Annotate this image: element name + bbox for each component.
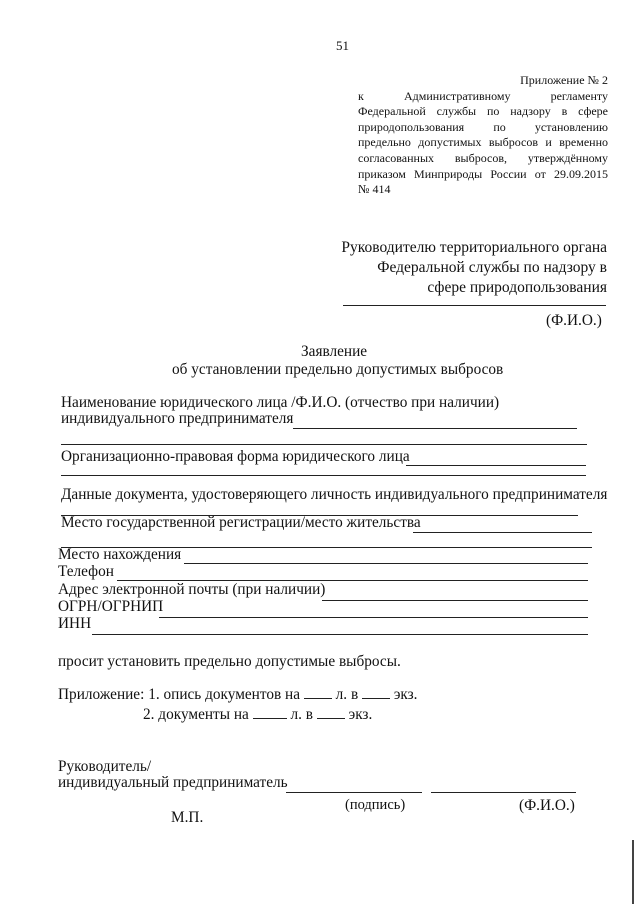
field-name-input[interactable] (293, 428, 577, 429)
attachments-line-2 (143, 705, 372, 724)
field-org-form-input[interactable] (406, 465, 586, 466)
field-label-org-form: Организационно-правовая форма юридического лица (61, 448, 410, 465)
field-label-ogrn: ОГРН/ОГРНИП (58, 598, 164, 615)
addressee-fio-line (343, 305, 606, 306)
signature-caption: (подпись) (345, 797, 406, 813)
field-label-name-2: индивидуального предпринимателя (61, 410, 294, 427)
page-number: 51 (336, 38, 349, 53)
appendix-line: предельно допустимых выбросов и временно (358, 135, 608, 150)
field-ogrn-input[interactable] (159, 617, 588, 618)
appendix-block (358, 73, 608, 198)
field-label-email: Адрес электронной почты (при наличии) (58, 581, 326, 598)
field-label-registration: Место государственной регистрации/место жительства (61, 514, 421, 531)
statement-title: Заявление (301, 343, 368, 360)
appendix-line: приказом Минприроды России от 29.09.2015 (358, 166, 608, 181)
signature-role-2: индивидуальный предприниматель (58, 774, 288, 791)
attachment-2-copies-input[interactable] (317, 705, 345, 719)
addressee-line: Руководителю территориального органа (341, 239, 607, 256)
field-location-input[interactable] (184, 563, 588, 564)
addressee-line: сфере природопользования (427, 279, 607, 296)
attachment-1-pages-input[interactable] (304, 685, 332, 699)
field-label-location: Место нахождения (58, 546, 182, 563)
stamp-placeholder: М.П. (171, 809, 204, 826)
field-org-form-input-2[interactable] (61, 475, 586, 476)
attachment-item-2: 2. документы на (143, 706, 249, 723)
signature-input[interactable] (286, 792, 422, 793)
appendix-line: № 414 (358, 182, 391, 197)
field-label-name: Наименование юридического лица /Ф.И.О. (отчество при наличии) (61, 394, 500, 411)
request-text: просит установить предельно допустимые выбросы. (58, 653, 401, 670)
appendix-line: к Административному регламенту (358, 88, 608, 103)
signature-role-1: Руководитель/ (58, 758, 152, 775)
appendix-line: согласованных выбросов, утверждённому (358, 150, 608, 165)
field-label-id-doc: Данные документа, удостоверяющего личность индивидуального предпринимателя (61, 486, 608, 503)
addressee-block (341, 238, 607, 298)
attachment-2-pages-input[interactable] (253, 705, 287, 719)
attachment-1-copies-label: экз. (393, 686, 418, 703)
appendix-line: Федеральной службы по надзору в сфере (358, 104, 608, 119)
signature-fio-input[interactable] (431, 792, 576, 793)
scan-edge-mark (632, 840, 634, 904)
field-name-input-2[interactable] (61, 444, 587, 445)
field-label-phone: Телефон (58, 563, 114, 580)
addressee-fio-caption: (Ф.И.О.) (546, 312, 602, 329)
attachment-2-copies-label: экз. (348, 706, 373, 723)
field-registration-input[interactable] (413, 532, 592, 533)
attachment-1-pages-label: л. в (335, 686, 359, 703)
attachment-1-copies-input[interactable] (362, 685, 390, 699)
appendix-title: Приложение № 2 (520, 73, 608, 87)
field-label-inn: ИНН (58, 615, 92, 632)
signature-fio-caption: (Ф.И.О.) (519, 797, 575, 814)
appendix-line: природопользования по установлению (358, 119, 608, 134)
attachment-2-pages-label: л. в (290, 706, 313, 723)
attachment-item-1: 1. опись документов на (148, 686, 300, 703)
field-inn-input[interactable] (92, 634, 588, 635)
attachments-line-1 (58, 685, 418, 704)
field-email-input[interactable] (322, 600, 588, 601)
statement-subtitle: об установлении предельно допустимых выбросов (172, 361, 504, 378)
addressee-line: Федеральной службы по надзору в (377, 259, 607, 276)
attachments-label: Приложение: (58, 686, 145, 703)
